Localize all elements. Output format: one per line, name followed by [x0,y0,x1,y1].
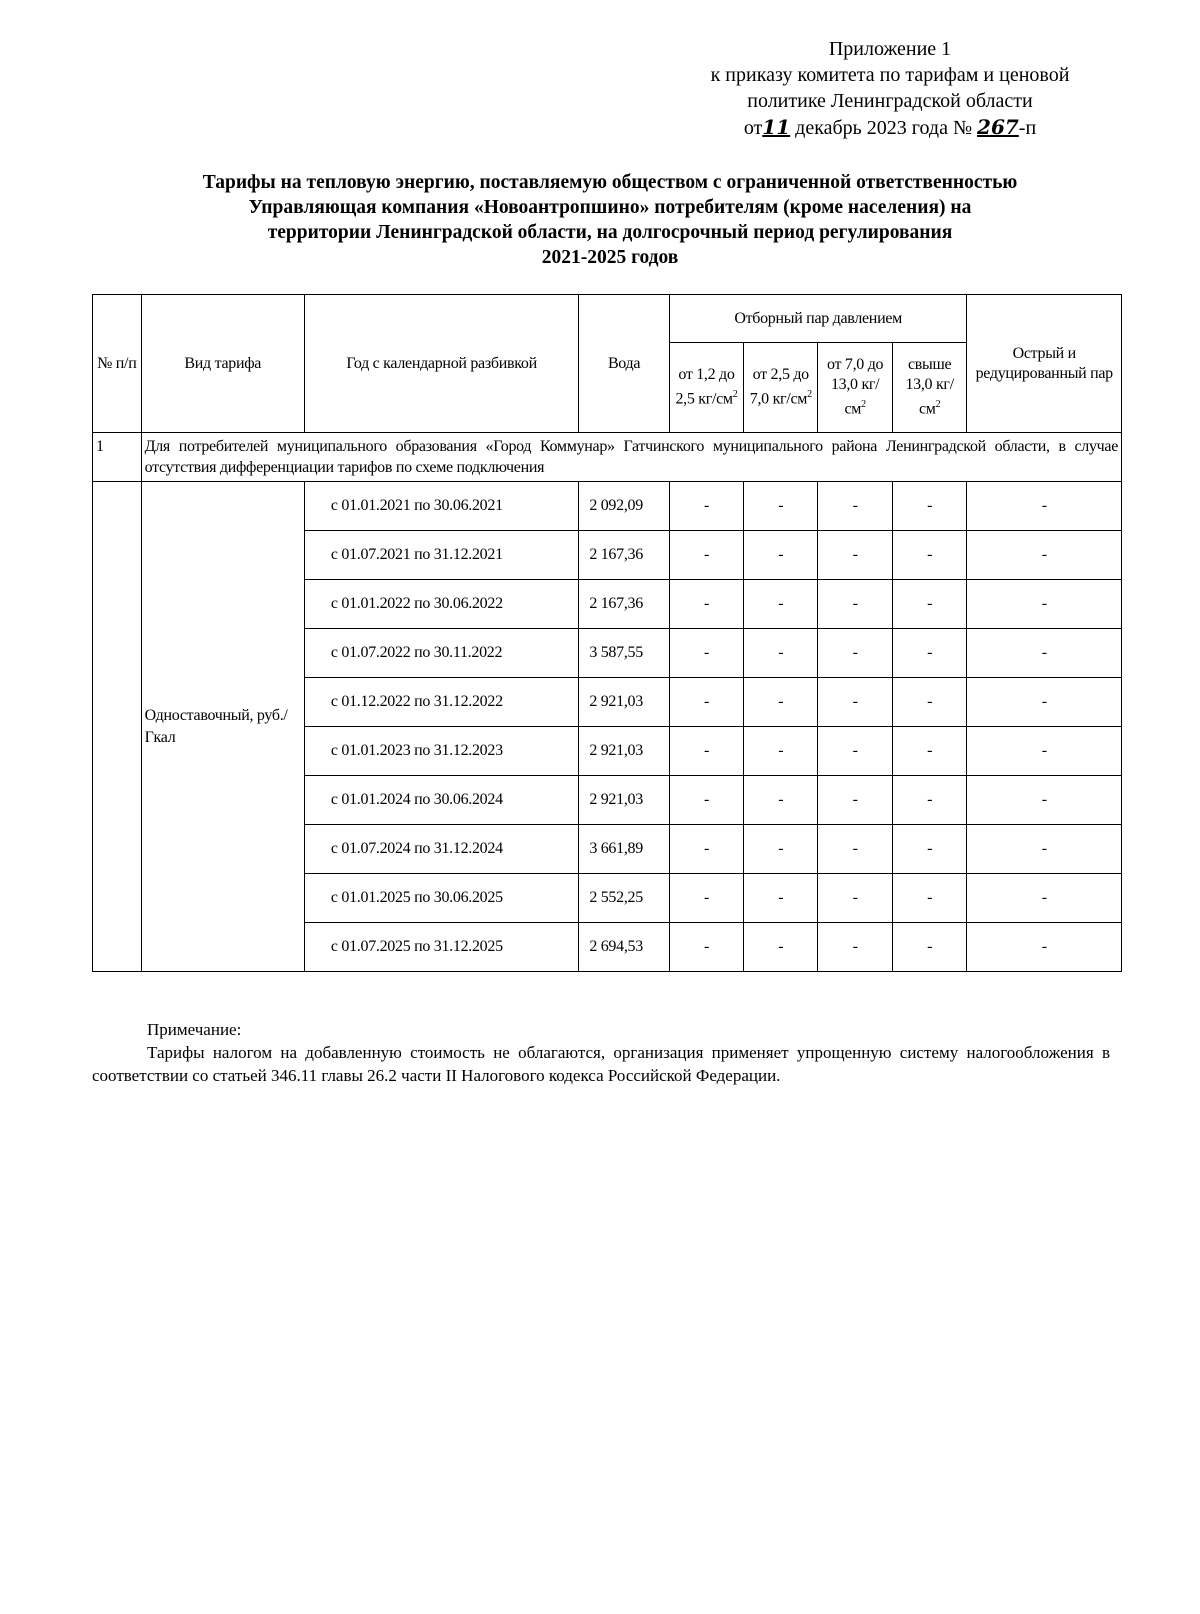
cell-sharp: - [967,580,1122,629]
cell-p2: - [744,825,818,874]
cell-water: 3 587,55 [579,629,669,678]
cell-period: с 01.01.2023 по 31.12.2023 [304,727,578,776]
cell-p2: - [744,629,818,678]
header-p1: от 1,2 до 2,5 $кг/см^2$ [669,343,743,433]
cell-period: с 01.07.2024 по 31.12.2024 [304,825,578,874]
title-line: территории Ленинградской области, на долгосрочный период регулирования [267,222,953,243]
cell-p1: - [669,727,743,776]
cell-sharp: - [967,776,1122,825]
cell-sharp: - [967,923,1122,972]
cell-sharp: - [967,825,1122,874]
appendix-date-line [620,114,1160,141]
cell-p2: - [744,580,818,629]
header-sharp-steam: Острый и редуцированный пар [967,295,1122,433]
cell-p2: - [744,923,818,972]
cell-p4: - [892,580,967,629]
cell-p3: - [818,727,892,776]
cell-p2: - [744,531,818,580]
cell-period: с 01.01.2024 по 30.06.2024 [304,776,578,825]
date-prefix: от [743,117,763,139]
appendix-line2: к приказу комитета по тарифам и ценовой [710,64,1070,86]
cell-p1: - [669,678,743,727]
cell-p2: - [744,727,818,776]
header-type: Вид тарифа [141,295,304,433]
cell-p3: - [818,825,892,874]
cell-p3: - [818,482,892,531]
cell-p1: - [669,629,743,678]
cell-p2: - [744,874,818,923]
group-row [93,433,1122,482]
tariff-table [92,294,1122,972]
handwritten-day: 11 [762,115,791,139]
cell-p1: - [669,482,743,531]
cell-period: с 01.07.2021 по 31.12.2021 [304,531,578,580]
cell-water: 3 661,89 [579,825,669,874]
empty-num-cell [93,482,142,972]
appendix-line1: Приложение 1 [828,38,952,60]
cell-water: 2 167,36 [579,531,669,580]
cell-water: 2 921,03 [579,727,669,776]
group-num: 1 [93,433,142,482]
date-middle: декабрь 2023 года № [795,117,973,139]
cell-sharp: - [967,629,1122,678]
cell-period: с 01.01.2021 по 30.06.2021 [304,482,578,531]
number-suffix: -п [1018,117,1037,139]
cell-p4: - [892,776,967,825]
cell-period: с 01.12.2022 по 31.12.2022 [304,678,578,727]
handwritten-number: 267 [977,115,1019,139]
tariff-type-cell: Одноставочный, руб./Гкал [141,482,304,972]
cell-water: 2 921,03 [579,776,669,825]
cell-water: 2 694,53 [579,923,669,972]
appendix-header [620,36,1160,141]
cell-p3: - [818,776,892,825]
cell-period: с 01.07.2022 по 30.11.2022 [304,629,578,678]
cell-p1: - [669,874,743,923]
cell-sharp: - [967,727,1122,776]
cell-p4: - [892,923,967,972]
cell-sharp: - [967,874,1122,923]
note-text: Тарифы налогом на добавленную стоимость не облагаются, организация применяет упрощенную систему налогообложения в соответствии со статьей 346.11 главы 26.2 части II Налогового кодекса Российской Федерации. [92,1043,1110,1085]
cell-p4: - [892,727,967,776]
cell-p3: - [818,531,892,580]
header-p4: свыше 13,0 $кг/см^2$ [892,343,967,433]
header-p3: от 7,0 до 13,0 $кг/см^2$ [818,343,892,433]
cell-p4: - [892,629,967,678]
cell-sharp: - [967,531,1122,580]
cell-p3: - [818,678,892,727]
cell-p1: - [669,531,743,580]
note [92,1018,1110,1087]
cell-water: 2 552,25 [579,874,669,923]
note-heading: Примечание: [147,1020,242,1039]
cell-p3: - [818,874,892,923]
cell-period: с 01.01.2025 по 30.06.2025 [304,874,578,923]
cell-p4: - [892,825,967,874]
cell-p1: - [669,923,743,972]
cell-p2: - [744,678,818,727]
header-water: Вода [579,295,669,433]
cell-p1: - [669,776,743,825]
header-period: Год с календарной разбивкой [304,295,578,433]
cell-p2: - [744,482,818,531]
cell-period: с 01.01.2022 по 30.06.2022 [304,580,578,629]
cell-p3: - [818,629,892,678]
cell-water: 2 092,09 [579,482,669,531]
cell-p3: - [818,923,892,972]
table-row [93,482,1122,531]
cell-p4: - [892,678,967,727]
cell-p1: - [669,580,743,629]
cell-water: 2 167,36 [579,580,669,629]
title-line: 2021-2025 годов [541,247,679,268]
cell-p2: - [744,776,818,825]
cell-p1: - [669,825,743,874]
cell-p3: - [818,580,892,629]
cell-water: 2 921,03 [579,678,669,727]
appendix-line3: политике Ленинградской области [747,90,1033,112]
header-p2: от 2,5 до 7,0 $кг/см^2$ [744,343,818,433]
title-line: Управляющая компания «Новоантропшино» потребителям (кроме населения) на [248,197,972,218]
cell-sharp: - [967,482,1122,531]
group-description: Для потребителей муниципального образования «Город Коммунар» Гатчинского муниципального района Ленинградской области, в случае отсутствия дифференциации тарифов по схеме подключения [141,433,1121,482]
title-line: Тарифы на тепловую энергию, поставляемую обществом с ограниченной ответственностью [202,172,1018,193]
cell-period: с 01.07.2025 по 31.12.2025 [304,923,578,972]
cell-sharp: - [967,678,1122,727]
header-steam-group: Отборный пар давлением [669,295,967,343]
document-title [60,170,1160,270]
header-num: № п/п [93,295,142,433]
cell-p4: - [892,874,967,923]
cell-p4: - [892,482,967,531]
cell-p4: - [892,531,967,580]
